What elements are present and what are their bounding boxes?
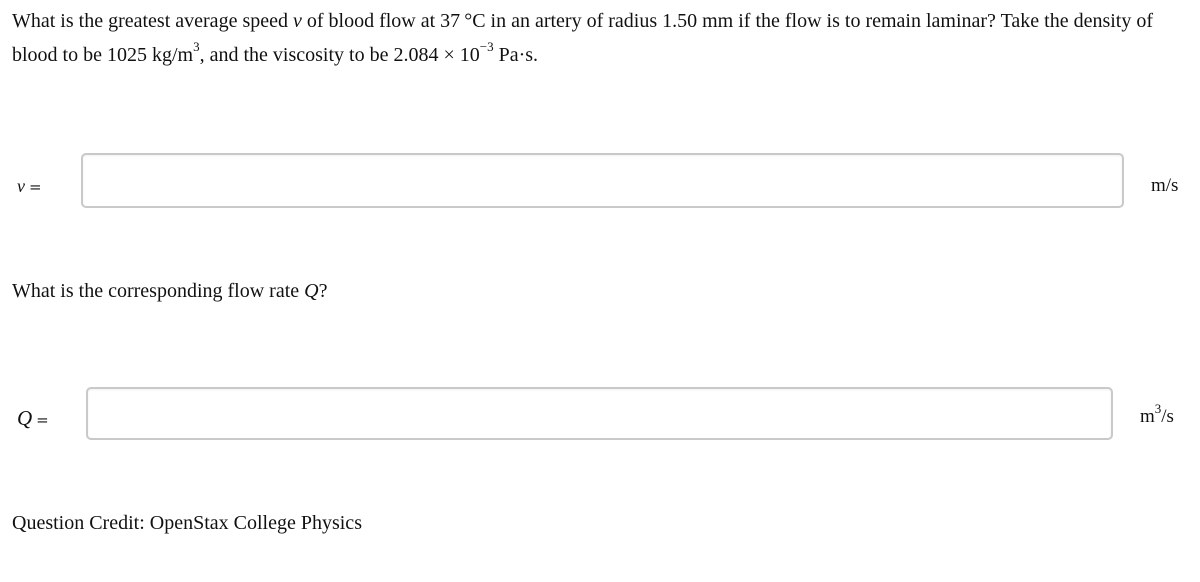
equals-sign: = [29, 178, 42, 196]
question-part: , and the viscosity to be 2.084 × 10 [199, 44, 480, 66]
flow-rate-variable: Q [17, 406, 33, 430]
question-part: Pa·s. [493, 44, 539, 66]
question-part: ? [318, 280, 328, 302]
flow-rate-unit [1140, 400, 1174, 429]
unit-tail: /s [1161, 406, 1174, 427]
flow-rate-label [17, 406, 49, 432]
question-credit: Question Credit: OpenStax College Physics [12, 512, 362, 534]
question-part: What is the greatest average speed [12, 10, 288, 32]
exponent-neg3: −3 [479, 39, 494, 55]
flow-rate-input[interactable] [86, 387, 1113, 440]
speed-label [17, 174, 42, 199]
unit-base: m [1140, 406, 1155, 427]
variable-q: Q [304, 280, 319, 302]
question-part: of blood flow at 37 °C in an artery of radius 1.50 mm if the flow is to remain laminar? Take the density of blood to be 1025 kg/m [12, 10, 1154, 66]
unit-exponent: 3 [1154, 400, 1162, 416]
speed-variable: v [17, 176, 25, 196]
question-text-flow-rate [12, 277, 327, 305]
question-part: What is the corresponding flow rate [12, 280, 300, 302]
question-text-speed [12, 4, 1192, 72]
equals-sign: = [36, 411, 49, 429]
variable-v: v [292, 10, 302, 32]
exponent-3: 3 [193, 39, 200, 55]
speed-unit: m/s [1151, 175, 1179, 196]
speed-input[interactable] [81, 153, 1124, 208]
